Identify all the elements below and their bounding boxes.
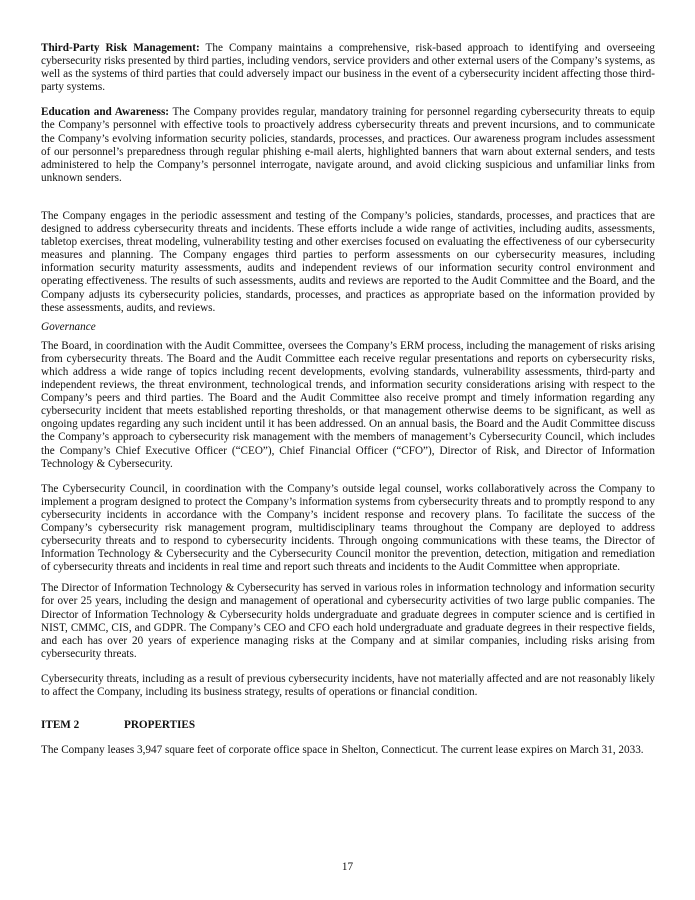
education-paragraph <box>41 106 655 185</box>
governance-subheading: Governance <box>41 320 96 333</box>
council-paragraph: The Cybersecurity Council, in coordination with the Company’s outside legal counsel, works collaboratively across the Company to implement a program designed to protect the Company’s information systems from cybersecurity threats and to promptly respond to any cybersecurity incidents in accordance with the Company’s incident response and recovery plans. To facilitate the success of the Company’s cybersecurity risk management program, multidisciplinary teams throughout the Company are deployed to address cybersecurity threats and to respond to cybersecurity incidents. Through ongoing communications with these teams, the Director of Information Technology & Cybersecurity and the Cybersecurity Council monitor the prevention, detection, mitigation and remediation of cybersecurity threats and incidents in real time and report such threats and incidents to the Audit Committee when appropriate. <box>41 482 655 574</box>
document-page <box>41 42 655 757</box>
third-party-risk-heading: Third-Party Risk Management: <box>41 42 200 54</box>
threats-paragraph: Cybersecurity threats, including as a result of previous cybersecurity incidents, have not materially affected and are not reasonably likely to affect the Company, including its business strategy, results of operations or financial condition. <box>41 672 655 699</box>
item2-heading <box>41 719 655 732</box>
assessment-paragraph: The Company engages in the periodic assessment and testing of the Company’s policies, standards, processes, and practices that are designed to address cybersecurity threats and incidents. These efforts include a wide range of activities, including audits, assessments, tabletop exercises, threat modeling, vulnerability testing and other exercises focused on evaluating the effectiveness of our cybersecurity measures and planning. The Company engages third parties to perform assessments on our cybersecurity measures, including information security maturity assessments, audits and independent reviews of our information security control environment and operating effectiveness. The results of such assessments, audits and reviews are reported to the Audit Committee and the Board, and the Company adjusts its cybersecurity policies, standards, processes, and practices as appropriate based on the information provided by these assessments, audits, and reviews. <box>41 209 655 314</box>
board-paragraph: The Board, in coordination with the Audit Committee, oversees the Company’s ERM process, including the management of risks arising from cybersecurity threats. The Board and the Audit Committee each receive regular presentations and reports on cybersecurity risks, which address a wide range of topics including recent developments, evolving standards, vulnerability assessments, third-party and independent reviews, the threat environment, technological trends, and information security considerations arising with respect to the Company’s peers and third parties. The Board and the Audit Committee also receive prompt and timely information regarding any cybersecurity incident that meets established reporting thresholds, or that management otherwise deems to be significant, as well as ongoing updates regarding any such incident until it has been addressed. On an annual basis, the Board and the Audit Committee discuss the Company’s approach to cybersecurity risk management with the members of management’s Cybersecurity Council, which includes the Company’s Chief Executive Officer (“CEO”), Chief Financial Officer (“CFO”), Director of Risk, and Director of Information Technology & Cybersecurity. <box>41 339 655 470</box>
education-heading: Education and Awareness: <box>41 106 170 119</box>
properties-paragraph: The Company leases 3,947 square feet of corporate office space in Shelton, Connecticut. The current lease expires on March 31, 2033. <box>41 744 644 757</box>
third-party-risk-text: The Company maintains a comprehensive, risk-based approach to identifying and overseeing cybersecurity risks presented by third parties, including vendors, service providers and other external users of the Company’s systems, as well as the systems of third parties that could adversely impact our business in the event of a cybersecurity incident affecting those third-party systems. <box>41 42 656 94</box>
third-party-risk-paragraph <box>41 42 655 94</box>
director-paragraph: The Director of Information Technology & Cybersecurity has served in various roles in information technology and information security for over 25 years, including the design and management of operational and cybersecurity activities of two large public companies. The Director of Information Technology & Cybersecurity holds undergraduate and graduate degrees in computer science and is certified in NIST, CMMC, CIS, and GDPR. The Company’s CEO and CFO each hold undergraduate and graduate degrees in their respective fields, and each has over 20 years of experience managing risks at the Company and at similar companies, including risks arising from cybersecurity threats. <box>41 582 655 660</box>
item2-number: ITEM 2 <box>41 719 80 732</box>
page-number: 17 <box>341 861 354 873</box>
item2-title: PROPERTIES <box>124 719 196 732</box>
education-text: The Company provides regular, mandatory training for personnel regarding cybersecurity threats to equip the Company’s personnel with effective tools to proactively address cybersecurity threats and prevent incursions, and to communicate the Company’s evolving information security policies, standards, processes, and practices. Our awareness program includes assessment of our personnel’s preparedness through regular phishing e-mail alerts, highlighted banners that warn about external senders, and tests administered to help the Company’s personnel interrogate, navigate around, and avoid clicking suspicious and unfamiliar links from unknown senders. <box>41 106 655 184</box>
